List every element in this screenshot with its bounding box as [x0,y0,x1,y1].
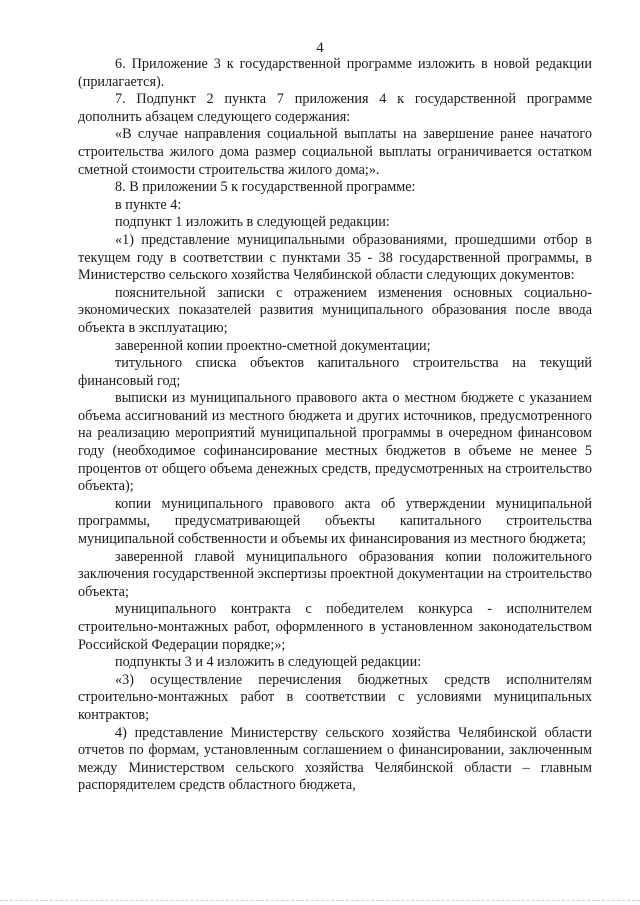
paragraph-design-docs-copy: заверенной копии проектно-сметной документации; [115,337,431,354]
page-number: 4 [316,40,324,56]
paragraph-subpoint-1-intro: подпункт 1 изложить в следующей редакции: [115,214,390,231]
paragraph-point-4: в пункте 4: [115,196,182,213]
paragraph-item-7: 7. Подпункт 2 пункта 7 приложения 4 к государственной программе дополнить абзацем следующего содержания: [78,91,592,125]
page-bottom-edge [0,900,640,905]
paragraph-subpoint-3: «3) осуществление перечисления бюджетных средств исполнителям строительно-монтажных работ в соответствии с условиями муниципальных контрактов; [78,671,592,723]
paragraph-program-act-copy: копии муниципального правового акта об утверждении муниципальной программы, предусматривающей объекты капитального строительства муниципальной собственности и объемы их финансирования из местного бюджета; [78,495,592,548]
paragraph-municipal-contract: муниципального контракта с победителем конкурса - исполнителем строительно-монтажных работ, оформленного в установленном законодательством Российской Федерации порядке;»; [78,601,592,653]
paragraph-explanatory-note: пояснительной записки с отражением изменения основных социально-экономических показателей развития муниципального образования после ввода объекта в эксплуатацию; [78,284,592,336]
paragraph-item-6: 6. Приложение 3 к государственной программе изложить в новой редакции (прилагается). [78,56,592,90]
paragraph-expertise-copy: заверенной главой муниципального образования копии положительного заключения государственной экспертизы проектной документации на строительство объекта; [78,548,592,600]
paragraph-subpoints-3-4-intro: подпункты 3 и 4 изложить в следующей редакции: [115,654,422,671]
paragraph-subpoint-1: «1) представление муниципальными образованиями, прошедшими отбор в текущем году в соответствии с пунктами 35 - 38 государственной программы, в Министерство сельского хозяйства Челябинской области следующих документов: [78,231,592,284]
paragraph-subpoint-4: 4) представление Министерству сельского хозяйства Челябинской области отчетов по формам, установленным соглашением о финансировании, заключенным между Министерством сельского хозяйства Челябинской области – главным распорядителем средств областного бюджета, [78,724,592,794]
paragraph-item-8: 8. В приложении 5 к государственной программе: [115,179,416,196]
paragraph-title-list: титульного списка объектов капитального строительства на текущий финансовый год; [78,355,592,389]
document-body [78,56,592,795]
paragraph-budget-extract: выписки из муниципального правового акта о местном бюджете с указанием объема ассигнований из местного бюджета и других источников, предусмотренного на реализацию мероприятий муниципальной программы в очередном финансовом году (необходимое софинансирование местных бюджетов в объеме не менее 5 процентов от общего объема денежных средств, предусмотренных на строительство объекта); [78,390,592,495]
paragraph-quote-social-payment: «В случае направления социальной выплаты на завершение ранее начатого строительства жилого дома размер социальной выплаты ограничивается остатком сметной стоимости строительства жилого дома;». [78,126,592,178]
